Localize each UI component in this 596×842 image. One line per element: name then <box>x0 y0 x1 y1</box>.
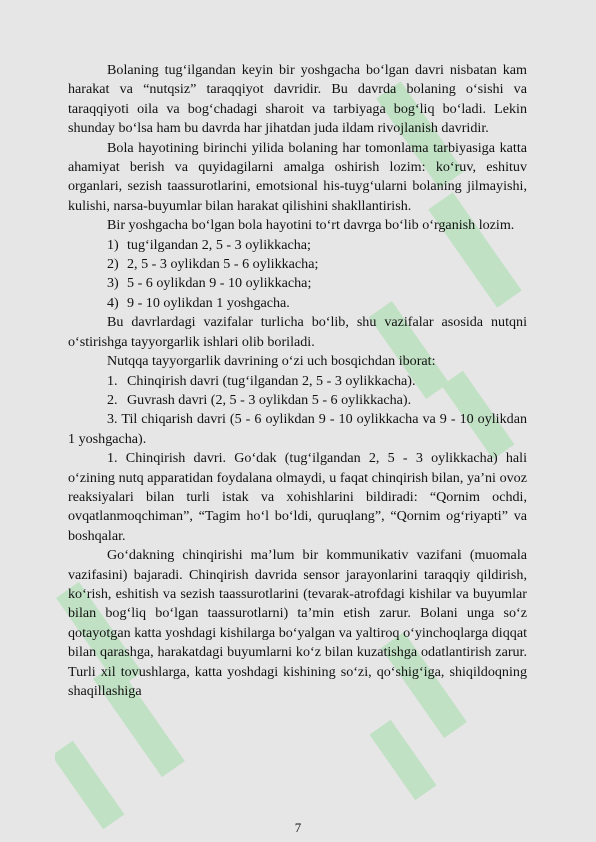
list-item-number: 4) <box>107 294 119 311</box>
list-item-number: 2. <box>107 391 118 408</box>
list-item-text: Chinqirish davri (tug‘ilgandan 2, 5 - 3 oylikkacha). <box>127 372 416 389</box>
list-item <box>68 236 527 255</box>
paragraph: Go‘dakning chinqirishi ma’lum bir kommunikativ vazifani (muomala vazifasini) bajaradi. Chinqirish davrida sensor jarayonlarini taraqqiy qildirish, ko‘rish, eshitish va sezish taassurotlarini (tevarak-atrofdagi kishilar va buyumlar bilan bog‘liq bo‘lgan taassurotlarni) ta’min etish zarur. Bolani unga so‘z qotayotgan katta yoshdagi kishilarga bo‘yalgan va yaltiroq o‘yinchoqlarga diqqat bilan qarashga, harakatdagi buyumlarni ko‘z bilan kuzatishga odatlantirish zarur. Turli xil tovushlarga, katta yoshdagi kishining so‘zi, qo‘shig‘iga, shiqildoqning shaqillashiga <box>68 547 527 699</box>
list-item-text: Guvrash davri (2, 5 - 3 oylikdan 5 - 6 oylikkacha). <box>127 391 412 408</box>
list-item <box>68 294 527 313</box>
paragraph: Nutqqa tayyorgarlik davrining o‘zi uch bosqichdan iborat: <box>107 353 436 370</box>
list-item-text: 5 - 6 oylikdan 9 - 10 oylikkacha; <box>127 275 312 292</box>
list-item-number: 1) <box>107 236 119 253</box>
body-text <box>68 61 527 701</box>
list-item <box>68 391 527 410</box>
paragraph: Bola hayotining birinchi yilida bolaning har tomonlama tarbiyasiga katta ahamiyat berish va quyidagilarni amalga oshirish lozim: ko‘ruv, eshituv organlari, sezish taassurotlarini, emotsional his-tuyg‘ularni bolaning jilmayishi, kulishi, narsa-buyumlar bilan harakat qilishini shakllantirish. <box>68 139 527 214</box>
list-item-text: tug‘ilgandan 2, 5 - 3 oylikkacha; <box>127 236 311 253</box>
paragraph: Bu davrlardagi vazifalar turlicha bo‘lib, shu vazifalar asosida nutqni o‘stirishga tayyorgarlik ishlari olib boriladi. <box>68 314 527 350</box>
list-item <box>68 274 527 293</box>
list-item <box>68 372 527 391</box>
list-item-number: 1. <box>107 372 118 389</box>
list-item-text: 2, 5 - 3 oylikdan 5 - 6 oylikkacha; <box>127 256 319 273</box>
paragraph: 3. Til chiqarish davri (5 - 6 oylikdan 9 - 10 oylikkacha va 9 - 10 oylikdan 1 yoshgacha). <box>68 411 527 447</box>
list-item-number: 3) <box>107 275 119 292</box>
list-item-text: 9 - 10 oylikdan 1 yoshgacha. <box>127 294 290 311</box>
page-number: 7 <box>294 820 302 835</box>
paragraph: 1. Chinqirish davri. Go‘dak (tug‘ilgandan 2, 5 - 3 oylikkacha) hali o‘zining nutq apparatidan foydalana olmaydi, u faqat chinqirish bilan, ya’ni ovoz reaksiyalari bilan turli istak va xohishlarini bildiradi: “Qornim ochdi, ovqatlanmoqchiman”, “Tagim ho‘l bo‘ldi, quruqlang”, “Qornim og‘riyapti” va boshqalar. <box>68 450 527 544</box>
list-item <box>68 255 527 274</box>
list-item-number: 2) <box>107 256 119 273</box>
paragraph: Bolaning tug‘ilgandan keyin bir yoshgacha bo‘lgan davri nisbatan kam harakat va “nutqsiz” taraqqiyot davridir. Bu davrda bolaning o‘sishi va taraqqiyoti oila va bog‘chadagi sharoit va tarbiyaga bog‘liq bo‘ladi. Lekin shunday bo‘lsa ham bu davrda har jihatdan juda ildam rivojlanish davridir. <box>68 62 527 137</box>
paragraph: Bir yoshgacha bo‘lgan bola hayotini to‘rt davrga bo‘lib o‘rganish lozim. <box>107 217 515 234</box>
